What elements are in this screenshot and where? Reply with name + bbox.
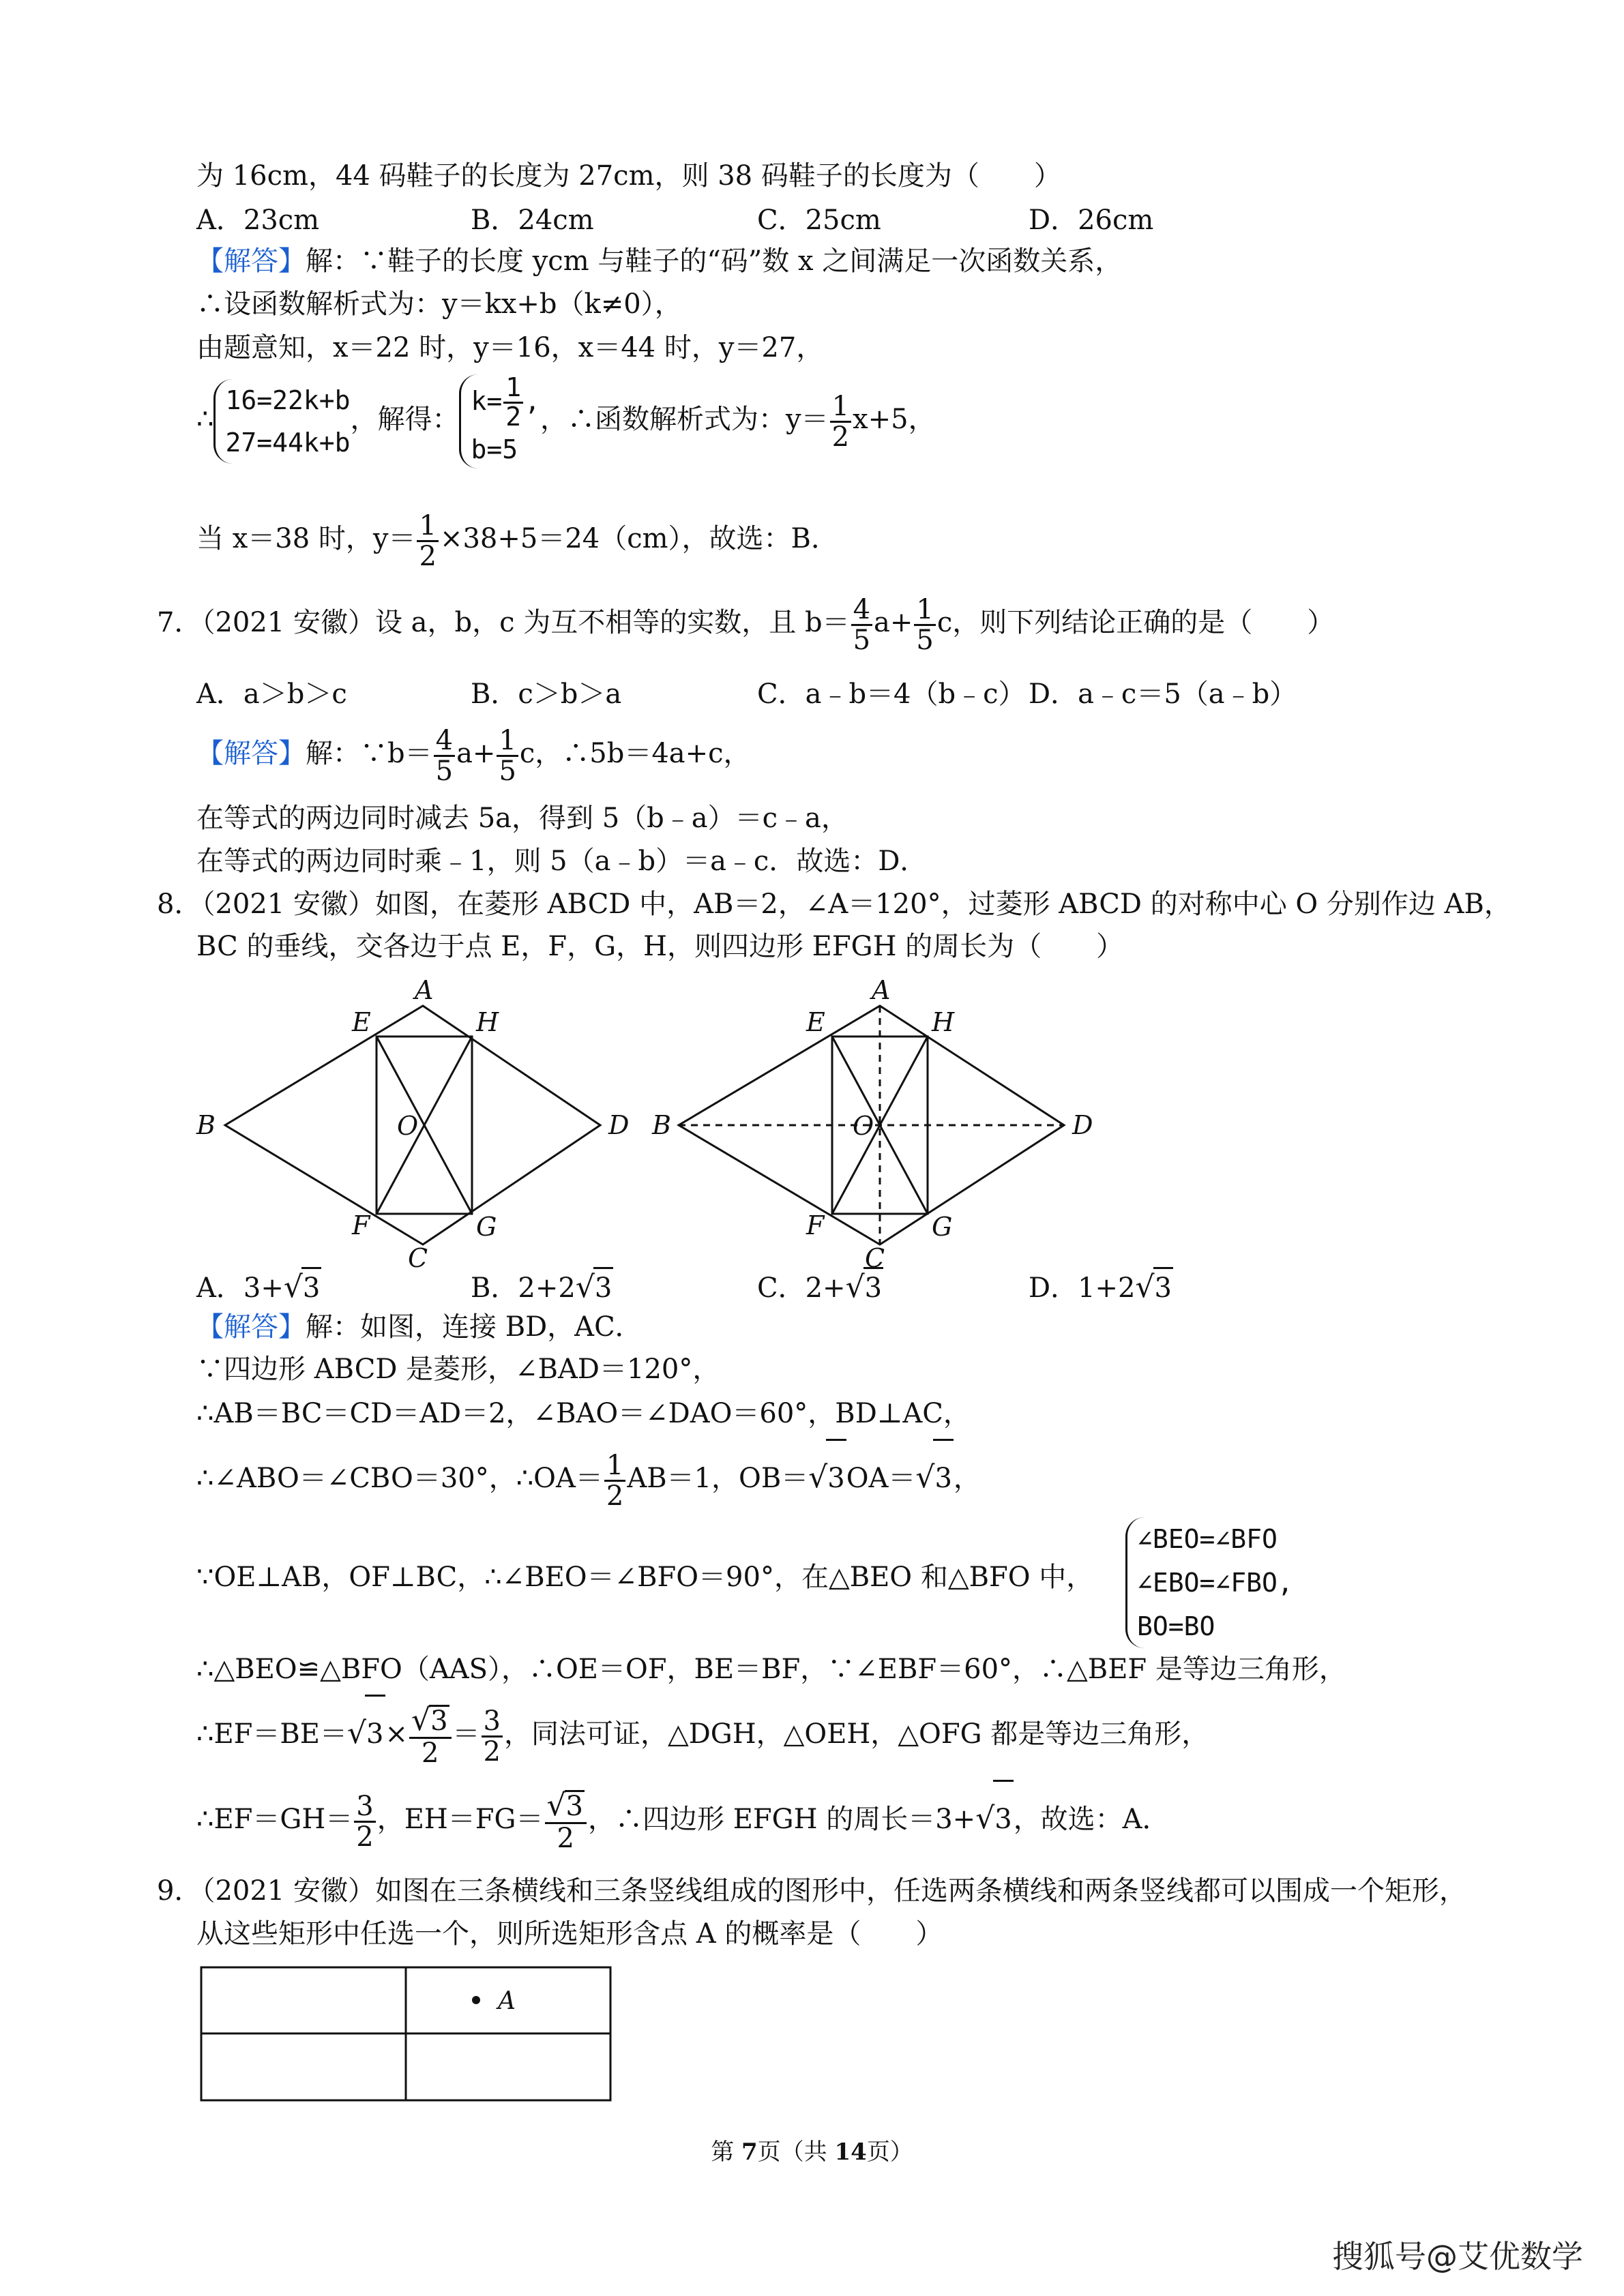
answer-tag: 【解答】 <box>196 245 306 277</box>
congruence-system: ∠BEO=∠BFO ∠EBO=∠FBO, BO=BO <box>1125 1517 1293 1648</box>
label-c: C <box>865 1243 885 1268</box>
q8-solution-line-3: ∴AB＝BC＝CD＝AD＝2，∠BAO＝∠DAO＝60°，BD⊥AC， <box>196 1398 971 1429</box>
answer-tag: 【解答】 <box>196 738 306 769</box>
q8-solution-line-7: ∴EF＝BE＝√3× $\frac{√3}{2}$ ＝ $\frac{3}{2}$ ，同法可证，△DGH，△OEH，△OFG 都是等边三角形， <box>196 1695 1209 1772</box>
label-d: D <box>608 1110 630 1140</box>
label-g: G <box>476 1212 497 1242</box>
answer-tag: 【解答】 <box>196 1311 306 1343</box>
q8-solution-line-6: ∴△BEO≌△BFO（AAS），∴OE＝OF，BE＝BF，∵∠EBF＝60°，∴△BEF 是等边三角形， <box>196 1654 1346 1685</box>
q6-stem-end: 为 16cm，44 码鞋子的长度为 27cm，则 38 码鞋子的长度为（ ） <box>196 160 1061 192</box>
q6-option-b: B．24cm <box>471 205 594 236</box>
watermark: 搜狐号@艾优数学 <box>1332 2238 1583 2275</box>
q8-stem-line-1: 8．（2021 安徽）如图，在菱形 ABCD 中，AB＝2，∠A＝120°，过菱形 ABCD 的对称中心 O 分别作边 AB， <box>157 889 1511 920</box>
label-point-a: A <box>498 1987 516 2015</box>
label-h: H <box>932 1007 955 1037</box>
q8-stem-line-2: BC 的垂线，交各边于点 E，F，G，H，则四边形 EFGH 的周长为（ ） <box>196 931 1124 962</box>
rhombus-figure-2 <box>648 968 1112 1268</box>
q9-stem-line-2: 从这些矩形中任选一个，则所选矩形含点 A 的概率是（ ） <box>196 1918 943 1950</box>
q8-solution-line-8: ∴EF＝GH＝ $\frac{3}{2}$ ，EH＝FG＝ $\frac{√3}{2}$ ，∴四边形 EFGH 的周长＝3+√3，故选：A． <box>196 1780 1170 1857</box>
point-a-dot <box>472 1996 480 2004</box>
label-f: F <box>806 1210 825 1240</box>
q8-option-c: C．2+√3 <box>757 1267 883 1307</box>
label-a: A <box>415 975 434 1005</box>
label-o: O <box>853 1111 874 1141</box>
q8-solution-line-1: 【解答】解：如图，连接 BD，AC． <box>196 1311 643 1343</box>
q8-option-a: A．3+√3 <box>196 1267 321 1307</box>
label-h: H <box>476 1007 499 1037</box>
label-d: D <box>1072 1110 1093 1140</box>
label-e: E <box>806 1007 825 1037</box>
q7-option-c: C．a﹣b＝4（b﹣c） <box>757 679 1026 710</box>
label-f: F <box>352 1210 370 1240</box>
q8-solution-line-2: ∵四边形 ABCD 是菱形，∠BAD＝120°， <box>196 1354 720 1385</box>
rhombus-figure-1 <box>191 968 655 1268</box>
q6-solution-line-1: 【解答】解：∵鞋子的长度 ycm 与鞋子的“码”数 x 之间满足一次函数关系， <box>196 245 1123 277</box>
q6-solution-line-3: 由题意知，x＝22 时，y＝16，x＝44 时，y＝27， <box>196 332 824 363</box>
q7-solution-line-2: 在等式的两边同时减去 5a，得到 5（b﹣a）＝c﹣a， <box>196 803 848 834</box>
fraction: $\frac{1}{2}$ <box>830 392 851 451</box>
fraction: $\frac{1}{2}$ <box>417 511 438 571</box>
q8-solution-line-4: ∴∠ABO＝∠CBO＝30°，∴OA＝ $\frac{1}{2}$ AB＝1，OB＝√3OA＝√3， <box>196 1439 981 1516</box>
page-number: 7 <box>741 2138 758 2166</box>
equation-system-2: k= $\frac{1}{2}$ , b=5 <box>459 374 540 469</box>
q7-stem: 7．（2021 安徽）设 a，b，c 为互不相等的实数，且 b＝ $\frac{4}{5}$ a+ $\frac{1}{5}$ c，则下列结论正确的是（ ） <box>157 593 1335 656</box>
q6-solution-line-5: 当 x＝38 时，y＝ $\frac{1}{2}$ ×38+5＝24（cm），故选：B． <box>196 509 838 572</box>
grid-figure <box>198 1964 621 2107</box>
page-footer: 第 7页（共 14页） <box>711 2138 913 2166</box>
q6-option-d: D．26cm <box>1029 205 1154 236</box>
label-e: E <box>352 1007 371 1037</box>
q8-option-d: D．1+2√3 <box>1029 1267 1173 1307</box>
label-b: B <box>196 1110 216 1140</box>
label-g: G <box>932 1212 953 1242</box>
label-b: B <box>652 1110 671 1140</box>
q7-solution-line-3: 在等式的两边同时乘﹣1，则 5（a﹣b）＝a﹣c．故选：D． <box>196 846 928 877</box>
q8-option-b: B．2+2√3 <box>471 1267 613 1307</box>
equation-system-1: 16=22k+b 27=44k+b <box>213 379 350 464</box>
q7-option-a: A．a＞b＞c <box>196 679 347 710</box>
q6-option-a: A．23cm <box>196 205 320 236</box>
q9-stem-line-1: 9．（2021 安徽）如图在三条横线和三条竖线组成的图形中，任选两条横线和两条竖线都可以围成一个矩形， <box>157 1875 1466 1907</box>
q7-option-b: B．c＞b＞a <box>471 679 622 710</box>
q8-solution-line-5: ∵OE⊥AB，OF⊥BC，∴∠BEO＝∠BFO＝90°，在△BEO 和△BFO 中， <box>196 1562 1094 1593</box>
q7-option-d: D．a﹣c＝5（a﹣b） <box>1029 679 1297 710</box>
q6-option-c: C．25cm <box>757 205 881 236</box>
total-pages: 14 <box>834 2138 867 2166</box>
label-a: A <box>872 975 891 1005</box>
q7-solution-line-1: 【解答】解：∵b＝ $\frac{4}{5}$ a+ $\frac{1}{5}$ c，∴5b＝4a+c， <box>196 724 751 787</box>
label-c: C <box>408 1243 428 1268</box>
q6-solution-line-4: ∴ 16=22k+b 27=44k+b ，解得： k= $\frac{1}{2}$ , b=5 ，∴函数解析式为：y＝ $\frac{1}{2}$ x+5， <box>196 372 936 474</box>
label-o: O <box>397 1111 419 1141</box>
q6-solution-line-2: ∴设函数解析式为：y＝kx+b（k≠0）， <box>196 288 682 320</box>
